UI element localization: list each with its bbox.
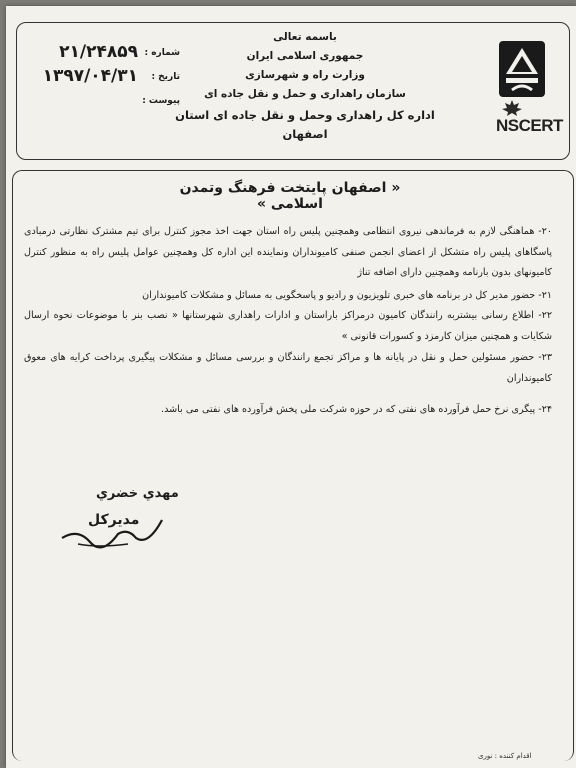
date-label: تاریخ : (151, 72, 180, 82)
maple-leaf-icon (502, 100, 522, 116)
letter-meta (30, 42, 180, 114)
item-22: ۲۲- اطلاع رسانی بیشتربه رانندگان کامیون درمراکز باراستان و ادارات راهداری شهرستانها « نصب بنر با موضوعات نحوه ارسال شکایات و همچنین میزان کارمزد و کسورات قانونی » (24, 310, 552, 342)
letterhead-titles (170, 28, 440, 144)
organization-line: سازمان راهداری و حمل و نقل جاده ای (204, 88, 406, 100)
signatory-title: مدیرکل (88, 512, 140, 528)
nscert-logo-text: NSCERT (496, 116, 563, 135)
slogan: « اصفهان پایتخت فرهنگ وتمدن اسلامی » (179, 180, 401, 212)
department-line: اداره کل راهداری وحمل و نقل جاده ای استان اصفهان (175, 108, 435, 141)
number-value: ۲۱/۲۴۸۵۹ (59, 42, 138, 62)
country-line: جمهوری اسلامی ایران (246, 50, 364, 62)
nscert-logo (496, 104, 566, 140)
bismillah-line: باسمه تعالی (273, 31, 337, 43)
ministry-line: وزارت راه و شهرسازی (245, 69, 365, 81)
number-label: شماره : (144, 48, 180, 58)
item-23: ۲۳- حضور مسئولین حمل و نقل در پایانه ها و مراکز تجمع رانندگان و بررسی مسائل و مشکلات پیگیری پرداخت کرایه های معوق کامیونداران (24, 352, 552, 384)
item-24: ۲۴- پیگری نرخ حمل فرآورده های نفتی که در حوزه شرکت ملی پخش فرآورده های نفتی می باشد. (161, 404, 552, 415)
road-organization-logo (498, 40, 546, 98)
item-21: ۲۱- حضور مدیر کل در برنامه های خبری تلویزیون و رادیو و پاسخگویی به مسائل و مشکلات کامیونداران (142, 290, 552, 301)
date-value: ۱۳۹۷/۰۴/۳۱ (42, 66, 138, 86)
item-20: ۲۰- هماهنگی لازم به فرماندهی نیروی انتظامی وهمچنین پلیس راه استان جهت اخذ مجوز کنترل برای تیم مشترک نظارتی درمبادی پاسگاهای پلیس راه متشکل از اعضای انجمن صنفی کامیونداران ونماینده این اداره کل وهمچنین عوامل پلیس راه به منظور کنترل کامیونهای بدون بارنامه وهمچنین دارای اضافه تناژ (24, 226, 552, 278)
footer-note: اقدام کننده : نوری (478, 752, 532, 760)
signatory-name: مهدي خضري (96, 486, 179, 501)
attachment-label: پیوست : (142, 96, 180, 106)
